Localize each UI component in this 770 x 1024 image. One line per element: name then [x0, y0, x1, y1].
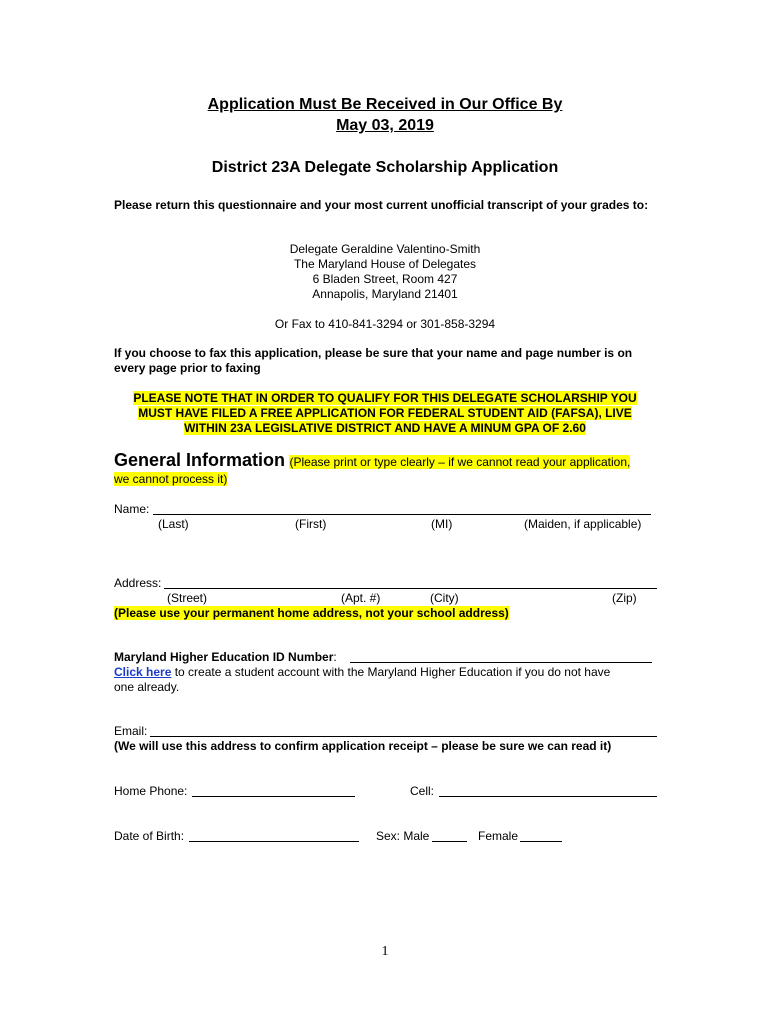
address-note: (Please use your permanent home address, not your school address) — [114, 606, 509, 620]
email-note: (We will use this address to confirm application receipt – please be sure we can read it) — [114, 739, 612, 753]
mhec-id-field[interactable] — [350, 650, 652, 663]
mhec-instructions: Click here to create a student account with the Maryland Higher Education if you do not have — [114, 665, 611, 679]
notice-line-2: MUST HAVE FILED A FREE APPLICATION FOR FEDERAL STUDENT AID (FAFSA), LIVE — [138, 406, 632, 420]
mhec-label: Maryland Higher Education ID Number — [114, 650, 334, 664]
home-phone-label: Home Phone: — [114, 784, 188, 798]
dob-label: Date of Birth: — [114, 829, 185, 843]
mhec-label-row: Maryland Higher Education ID Number: — [114, 650, 337, 664]
general-info-instruction-2: we cannot process it) — [114, 472, 228, 486]
general-info-section — [114, 452, 674, 470]
address-line-2: The Maryland House of Delegates — [293, 257, 477, 271]
mhec-instructions-2: one already. — [114, 680, 180, 694]
address-label: Address: — [114, 576, 162, 590]
return-instructions: Please return this questionnaire and your most current unofficial transcript of your grades to: — [114, 198, 649, 212]
notice-line-3: WITHIN 23A LEGISLATIVE DISTRICT AND HAVE A MINUM GPA OF 2.60 — [184, 421, 586, 435]
address-sub-apt: (Apt. #) — [341, 591, 381, 605]
address-line-1: Delegate Geraldine Valentino-Smith — [289, 242, 481, 256]
address-line-3: 6 Bladen Street, Room 427 — [312, 272, 458, 286]
address-note-row — [114, 606, 509, 621]
sex-male-field[interactable] — [432, 829, 467, 842]
address-sub-city: (City) — [430, 591, 459, 605]
name-label: Name: — [114, 502, 150, 516]
name-sub-first: (First) — [295, 517, 327, 531]
dob-field[interactable] — [189, 829, 359, 842]
general-info-instruction-2-row — [114, 472, 227, 487]
name-sub-last: (Last) — [158, 517, 189, 531]
deadline-heading-line1: Application Must Be Received in Our Office By — [207, 96, 563, 113]
email-field[interactable] — [150, 724, 657, 737]
page-number: 1 — [381, 944, 389, 959]
cell-field[interactable] — [439, 784, 657, 797]
notice-line-1: PLEASE NOTE THAT IN ORDER TO QUALIFY FOR THIS DELEGATE SCHOLARSHIP YOU — [133, 391, 637, 405]
fax-note: If you choose to fax this application, please be sure that your name and page number is on every page prior to faxing — [114, 346, 633, 375]
name-field[interactable] — [153, 502, 651, 515]
address-sub-zip: (Zip) — [612, 591, 637, 605]
deadline-heading-date: May 03, 2019 — [336, 117, 434, 134]
address-line-4: Annapolis, Maryland 21401 — [312, 287, 458, 301]
female-label: Female — [478, 829, 519, 843]
cell-label: Cell: — [410, 784, 435, 798]
click-here-link[interactable]: Click here — [114, 665, 172, 679]
address-field[interactable] — [164, 576, 657, 589]
general-info-instruction-1: (Please print or type clearly – if we cannot read your application, — [289, 455, 631, 469]
name-sub-mi: (MI) — [431, 517, 453, 531]
general-info-title: General Information — [114, 450, 286, 470]
email-label: Email: — [114, 724, 148, 738]
address-sub-street: (Street) — [167, 591, 208, 605]
application-title: District 23A Delegate Scholarship Application — [211, 159, 559, 176]
fax-line: Or Fax to 410-841-3294 or 301-858-3294 — [274, 317, 496, 331]
home-phone-field[interactable] — [192, 784, 355, 797]
sex-male-label: Sex: Male — [376, 829, 430, 843]
name-sub-maiden: (Maiden, if applicable) — [524, 517, 642, 531]
sex-female-field[interactable] — [520, 829, 562, 842]
